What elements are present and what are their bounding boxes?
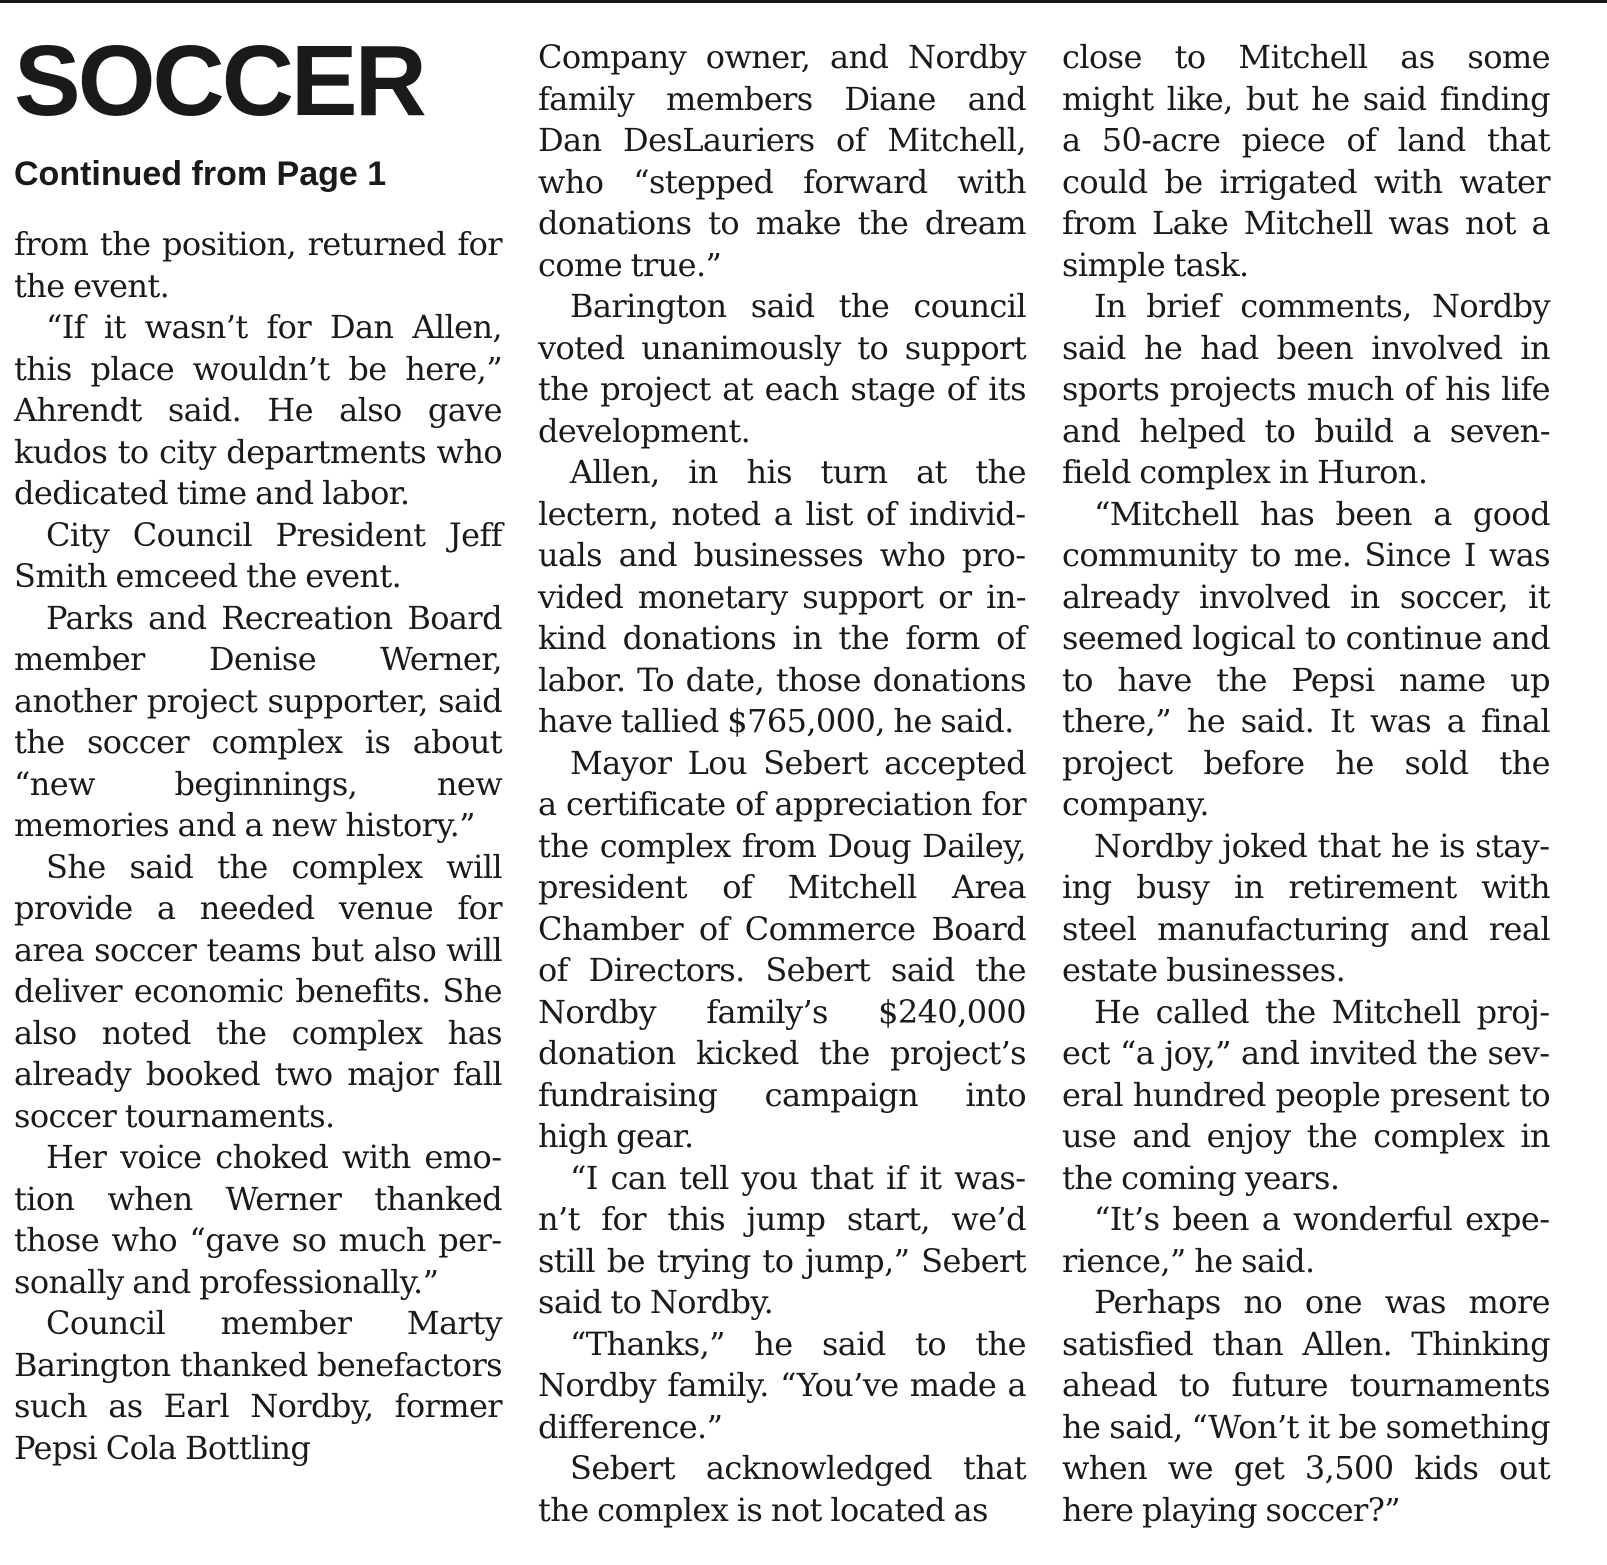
paragraph: Company owner, and Nordby family members Diane and Dan DesLauriers of Mitchell, who “stepped forward with donations to make the dream come true.” — [538, 38, 1026, 284]
paragraph: “It’s been a wonderful experience,” he said. — [1062, 1200, 1550, 1280]
paragraph: “Thanks,” he said to the Nordby family. “You’ve made a difference.” — [538, 1324, 1026, 1446]
paragraph: In brief comments, Nordby said he had been involved in sports projects much of his life and helped to build a seven-field complex in Huron. — [1062, 287, 1550, 491]
paragraph: from the position, returned for the event. — [14, 225, 502, 305]
paragraph: He called the Mitchell project “a joy,” and invited the several hundred people present to use and enjoy the complex in the coming years. — [1062, 992, 1550, 1197]
paragraph: Sebert acknowledged that the complex is not located as — [538, 1449, 1026, 1529]
top-rule — [0, 0, 1607, 3]
article-column-3 — [1062, 37, 1550, 1531]
paragraph: Parks and Recreation Board member Denise Werner, another project supporter, said the soccer complex is about “new beginnings, new memories and a new history.” — [14, 598, 502, 844]
paragraph: Nordby joked that he is staying busy in retirement with steel manufacturing and real estate businesses. — [1062, 826, 1550, 989]
paragraph: Barington said the council voted unanimously to support the project at each stage of its development. — [538, 287, 1026, 450]
paragraph: “I can tell you that if it wasn’t for this jump start, we’d still be trying to jump,” Sebert said to Nordby. — [538, 1158, 1026, 1321]
paragraph: She said the complex will provide a needed venue for area soccer teams but also will deliver economic benefits. She also noted the complex has already booked two major fall soccer tournaments. — [14, 847, 502, 1135]
article-column-1 — [14, 224, 502, 1469]
paragraph: Perhaps no one was more satisfied than Allen. Thinking ahead to future tournaments he said, “Won’t it be something when we get 3,500 kids out here playing soccer?” — [1062, 1283, 1550, 1529]
paragraph: Mayor Lou Sebert accepted a certificate of appreciation for the complex from Doug Dailey, president of Mitchell Area Chamber of Commerce Board of Directors. Sebert said the Nordby family’s $240,000 donation kicked the project’s fundraising campaign into high gear. — [538, 743, 1026, 1155]
paragraph: “If it wasn’t for Dan Allen, this place wouldn’t be here,” Ahrendt said. He also gave kudos to city departments who dedicated time and labor. — [14, 308, 502, 512]
paragraph: Allen, in his turn at the lectern, noted a list of individuals and businesses who provided monetary support or in-kind donations in the form of labor. To date, those donations have tallied $765,000, he said. — [538, 453, 1026, 740]
article-column-2 — [538, 37, 1026, 1531]
paragraph: City Council President Jeff Smith emceed the event. — [14, 515, 502, 595]
paragraph: “Mitchell has been a good community to me. Since I was already involved in soccer, it seemed logical to continue and to have the Pepsi name up there,” he said. It was a final project before he sold the company. — [1062, 494, 1550, 823]
paragraph: Her voice choked with emotion when Werner thanked those who “gave so much personally and professionally.” — [14, 1138, 502, 1301]
headline: SOCCER — [14, 25, 424, 137]
paragraph: Council member Marty Barington thanked benefactors such as Earl Nordby, former Pepsi Cola Bottling — [14, 1304, 502, 1467]
paragraph: close to Mitchell as some might like, but he said finding a 50-acre piece of land that could be irrigated with water from Lake Mitchell was not a simple task. — [1062, 38, 1550, 284]
continued-from-label: Continued from Page 1 — [14, 155, 387, 193]
